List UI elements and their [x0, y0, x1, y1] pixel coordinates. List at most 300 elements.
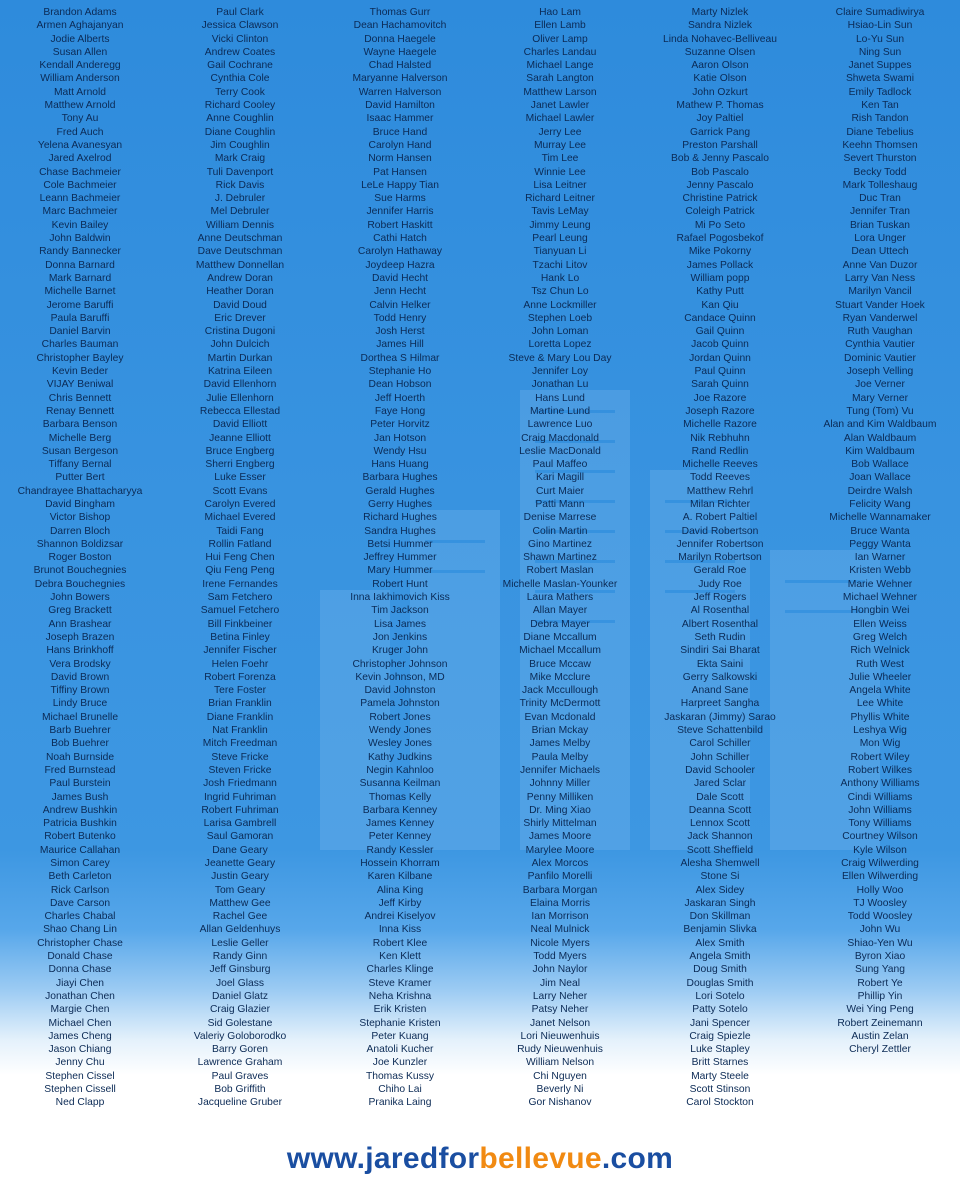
- supporter-name: Denise Marrese: [523, 512, 597, 524]
- supporter-name: Duc Tran: [859, 193, 901, 205]
- supporter-name: Ingrid Fuhriman: [203, 791, 277, 803]
- supporter-name: Lawrence Graham: [197, 1057, 283, 1069]
- supporter-name: Gerald Hughes: [365, 485, 435, 497]
- supporter-name: Diane Franklin: [206, 711, 274, 723]
- supporter-name: Tim Lee: [541, 153, 579, 165]
- supporter-name: Diane Coughlin: [204, 126, 276, 138]
- supporter-name: Brunot Bouchegnies: [33, 565, 127, 577]
- supporter-name: Barb Buehrer: [49, 725, 111, 737]
- supporter-name: Greg Brackett: [48, 605, 112, 617]
- supporter-name: Tung (Tom) Vu: [846, 405, 914, 417]
- supporter-name: Gerry Salkowski: [682, 671, 758, 683]
- supporter-name: Marilyn Robertson: [678, 552, 762, 564]
- supporter-name: John Ozkurt: [692, 86, 748, 98]
- supporter-name: Robert Ye: [857, 977, 903, 989]
- supporter-name: Byron Xiao: [854, 951, 906, 963]
- supporter-name: John Schiller: [690, 751, 750, 763]
- supporter-name: Michael Brunelle: [41, 711, 119, 723]
- supporter-name: Lora Unger: [854, 233, 906, 245]
- supporter-name: Judy Roe: [698, 578, 742, 590]
- supporter-name: Calvin Helker: [369, 299, 431, 311]
- supporter-name: Bruce Wanta: [850, 525, 910, 537]
- supporter-name: Josh Friedmann: [203, 778, 277, 790]
- supporter-name: Jack Mccullough: [521, 685, 599, 697]
- supporter-name: Steve Schattenbild: [677, 725, 763, 737]
- supporter-name: Jon Jenkins: [372, 631, 428, 643]
- supporter-column-4: [480, 6, 640, 1110]
- supporter-name: William Anderson: [40, 73, 120, 85]
- supporter-name: David Schooler: [685, 764, 755, 776]
- supporter-name: Ryan Vanderwel: [842, 312, 918, 324]
- supporter-name: Lori Sotelo: [695, 990, 745, 1002]
- supporter-name: Beverly Ni: [536, 1084, 584, 1096]
- supporter-name: Dean Uttech: [851, 246, 909, 258]
- supporter-name: Daniel Barvin: [49, 326, 111, 338]
- supporter-name: Matthew Rehrl: [686, 485, 754, 497]
- supporter-name: Neal Mulnick: [530, 924, 590, 936]
- supporter-name: Charles Chabal: [44, 911, 116, 923]
- supporter-name: Douglas Smith: [686, 977, 754, 989]
- supporter-name: Bob Buehrer: [51, 738, 109, 750]
- supporter-name: Dean Hachamovitch: [353, 20, 447, 32]
- supporter-name: Erik Kristen: [373, 1004, 427, 1016]
- supporter-name: Garrick Pang: [689, 126, 751, 138]
- supporter-name: Nat Franklin: [212, 725, 268, 737]
- supporter-name: Steve & Mary Lou Day: [508, 352, 612, 364]
- supporter-name: Maurice Callahan: [39, 844, 121, 856]
- supporter-name: Joe Razore: [693, 392, 747, 404]
- supporter-name: Scott Stinson: [689, 1084, 751, 1096]
- supporter-name: John Williams: [848, 804, 912, 816]
- supporter-name: Shannon Boldizsar: [36, 538, 124, 550]
- supporter-name: Christine Patrick: [682, 193, 758, 205]
- supporter-name: John Loman: [531, 326, 589, 338]
- supporter-name: Lindy Bruce: [52, 698, 108, 710]
- supporter-name: Candace Quinn: [684, 312, 756, 324]
- supporter-column-2: [160, 6, 320, 1110]
- supporter-name: Rollin Fatland: [208, 538, 272, 550]
- supporter-name: Anne Lockmiller: [523, 299, 597, 311]
- supporter-name: Rich Welnick: [850, 645, 910, 657]
- supporter-name: Janet Nelson: [529, 1017, 591, 1029]
- supporter-name: Seth Rudin: [694, 631, 746, 643]
- supporter-name: David Doud: [213, 299, 267, 311]
- supporter-name: Simon Carey: [50, 858, 110, 869]
- supporter-name: Peter Kuang: [371, 1030, 429, 1042]
- supporter-name: Randy Kessler: [366, 844, 434, 856]
- supporter-name: Michelle Barnet: [44, 286, 116, 298]
- supporter-name: Michelle Maslan-Younker: [502, 578, 618, 590]
- supporter-name: Richard Hughes: [363, 512, 437, 524]
- supporter-column-1: [0, 6, 160, 1110]
- supporter-name: Jaskaran Singh: [684, 897, 756, 909]
- supporter-name: Paula Baruffi: [50, 312, 110, 324]
- supporter-name: Alex Morcos: [531, 858, 589, 869]
- supporter-name: Winnie Lee: [534, 166, 586, 178]
- supporter-name: Pat Hansen: [373, 166, 427, 178]
- supporter-name: Phillip Yin: [857, 990, 903, 1002]
- supporter-name: John Dulcich: [210, 339, 270, 351]
- campaign-website-url[interactable]: [0, 1134, 960, 1184]
- supporter-name: James Moore: [528, 831, 592, 843]
- supporter-name: Cynthia Cole: [210, 73, 270, 85]
- supporter-name: Rudy Nieuwenhuis: [517, 1044, 603, 1056]
- supporter-name: Ruth Vaughan: [847, 326, 913, 338]
- supporter-name: Bob Griffith: [214, 1084, 266, 1096]
- supporter-name: James Kenney: [365, 818, 435, 830]
- supporter-name: Doug Smith: [693, 964, 747, 976]
- supporter-name: Trinity McDermott: [519, 698, 601, 710]
- supporter-name: Jeanette Geary: [204, 858, 276, 869]
- supporter-name: Sarah Langton: [526, 73, 594, 85]
- supporter-name: Kevin Johnson, MD: [355, 671, 445, 683]
- supporter-name: Karen Kilbane: [367, 871, 433, 883]
- supporter-name: Gerry Hughes: [367, 498, 433, 510]
- supporter-name: Wendy Hsu: [373, 445, 427, 457]
- supporter-name: Sam Fetchero: [207, 592, 273, 604]
- supporter-name: Jordan Quinn: [689, 352, 751, 364]
- supporter-name: Carol Schiller: [689, 738, 751, 750]
- url-highlight: bellevue: [479, 1142, 602, 1175]
- supporter-name: Matthew Larson: [523, 86, 597, 98]
- supporter-name: Dominic Vautier: [844, 352, 916, 364]
- supporter-name: James Hill: [376, 339, 424, 351]
- supporter-name: Kari Magill: [535, 472, 585, 484]
- supporter-name: Tere Foster: [213, 685, 267, 697]
- supporter-name: TJ Woosley: [853, 897, 907, 909]
- supporter-name: Randy Ginn: [212, 951, 268, 963]
- supporter-column-3: [320, 6, 480, 1110]
- supporter-name: Stuart Vander Hoek: [835, 299, 925, 311]
- supporter-name: Matt Arnold: [53, 86, 107, 98]
- supporter-name: Sue Harms: [374, 193, 426, 205]
- supporter-name: Leshya Wig: [853, 725, 907, 737]
- supporter-name: Kevin Beder: [51, 366, 109, 378]
- supporter-name: Wei Ying Peng: [846, 1004, 914, 1016]
- supporter-name: Holly Woo: [856, 884, 904, 896]
- supporter-name: Robert Wiley: [850, 751, 910, 763]
- supporter-name: Vera Brodsky: [49, 658, 111, 670]
- supporter-name: Chase Bachmeier: [39, 166, 121, 178]
- supporter-name: Robert Haskitt: [367, 219, 433, 231]
- supporter-name: Larry Neher: [532, 990, 588, 1002]
- supporter-name: Armen Aghajanyan: [36, 20, 124, 32]
- supporter-name: Marc Bachmeier: [42, 206, 118, 218]
- supporter-name: Donna Barnard: [45, 259, 115, 271]
- supporter-name: Colin Martin: [532, 525, 588, 537]
- supporter-name: Scott Evans: [212, 485, 268, 497]
- supporter-name: Joel Glass: [215, 977, 265, 989]
- supporter-name: Gail Cochrane: [207, 60, 273, 72]
- supporter-name: Craig Glazier: [209, 1004, 271, 1016]
- supporter-name: Peter Horvitz: [370, 419, 430, 431]
- supporter-name: Pamela Johnston: [360, 698, 440, 710]
- supporter-name: Murray Lee: [533, 139, 587, 151]
- supporter-name: Claire Sumadiwirya: [835, 7, 925, 18]
- supporter-name: Mary Hummer: [367, 565, 433, 577]
- supporter-name: Darren Bloch: [49, 525, 111, 537]
- supporter-name: Helen Foehr: [211, 658, 269, 670]
- supporter-name: Lo-Yu Sun: [855, 33, 905, 45]
- supporter-name: Barbara Hughes: [362, 472, 438, 484]
- supporter-name: Jennifer Michaels: [519, 764, 601, 776]
- supporter-name: Donald Chase: [47, 951, 113, 963]
- supporter-name: Mel Debruler: [210, 206, 270, 218]
- supporter-name: Dr. Ming Xiao: [529, 804, 591, 816]
- supporter-name: Rebecca Ellestad: [199, 405, 281, 417]
- supporter-name: Christopher Chase: [37, 937, 123, 949]
- supporter-name: Hans Lund: [535, 392, 585, 404]
- supporter-name: Faye Hong: [374, 405, 426, 417]
- supporter-name: Randy Bannecker: [39, 246, 121, 258]
- supporter-name: Anne Van Duzor: [842, 259, 918, 271]
- supporter-name: Linda Nohavec-Belliveau: [663, 33, 777, 45]
- supporter-name: Aaron Olson: [691, 60, 749, 72]
- supporter-name: Kathy Judkins: [367, 751, 433, 763]
- supporter-name: Steven Fricke: [208, 764, 272, 776]
- supporter-name: Robert Fuhriman: [201, 804, 279, 816]
- supporter-name: Negin Kahnloo: [366, 764, 434, 776]
- supporter-name: Susan Allen: [52, 46, 108, 58]
- supporter-name: James Pollack: [686, 259, 754, 271]
- supporter-name: Robert Butenko: [44, 831, 116, 843]
- supporter-name: Hossein Khorram: [360, 858, 440, 869]
- supporter-name: Lennox Scott: [689, 818, 751, 830]
- supporter-name: Irene Fernandes: [202, 578, 278, 590]
- supporter-name: Bruce Mccaw: [529, 658, 591, 670]
- supporter-name: Jeff Ginsburg: [209, 964, 271, 976]
- supporter-name: Bob Pascalo: [691, 166, 749, 178]
- supporter-name: Jennifer Tran: [849, 206, 911, 218]
- supporter-name: Joe Verner: [855, 379, 905, 391]
- supporter-name: Katrina Eileen: [207, 366, 273, 378]
- supporter-name: Thomas Kussy: [365, 1070, 435, 1082]
- supporter-name: Shawn Martinez: [523, 552, 597, 564]
- supporter-name: John Baldwin: [49, 233, 111, 245]
- supporter-name: Al Rosenthal: [690, 605, 750, 617]
- supporter-name: Chiho Lai: [378, 1084, 422, 1096]
- supporter-name: Christopher Johnson: [352, 658, 448, 670]
- supporter-name: Jacob Quinn: [691, 339, 749, 351]
- supporter-name: Susanna Keilman: [359, 778, 441, 790]
- supporter-name: Jennifer Fischer: [203, 645, 277, 657]
- supporter-name: Josh Herst: [375, 326, 425, 338]
- supporter-name: Ann Brashear: [48, 618, 112, 630]
- supporter-name: Jerry Lee: [538, 126, 582, 138]
- supporter-name: Betina Finley: [210, 631, 270, 643]
- supporter-name: Emily Tadlock: [848, 86, 912, 98]
- supporter-name: Jeffrey Hummer: [363, 552, 437, 564]
- supporter-name: Luke Esser: [214, 472, 266, 484]
- supporter-name: Margie Chen: [50, 1004, 110, 1016]
- supporter-name: Rick Carlson: [50, 884, 110, 896]
- supporter-name: Jennifer Harris: [366, 206, 434, 218]
- supporter-name: Tianyuan Li: [533, 246, 587, 258]
- supporter-name: Alan and Kim Waldbaum: [823, 419, 937, 431]
- supporter-name: Martine Lund: [529, 405, 591, 417]
- supporter-name: Tsz Chun Lo: [531, 286, 589, 298]
- supporter-name: William Nelson: [525, 1057, 595, 1069]
- supporter-name: Anne Coughlin: [206, 113, 274, 125]
- supporter-name: Michelle Razore: [683, 419, 757, 431]
- supporter-name: Milan Richter: [689, 498, 751, 510]
- supporter-name: Todd Henry: [373, 312, 427, 324]
- supporter-name: Dane Geary: [212, 844, 268, 856]
- supporter-name: Robert Jones: [369, 711, 431, 723]
- supporter-name: Stephen Cissel: [45, 1070, 115, 1082]
- supporter-name: Angela Smith: [689, 951, 751, 963]
- supporter-name: Samuel Fetchero: [200, 605, 280, 617]
- supporter-name: Susan Bergeson: [41, 445, 119, 457]
- supporter-name: Daniel Glatz: [211, 990, 269, 1002]
- supporter-name: Victor Bishop: [49, 512, 111, 524]
- supporter-name: Jenn Hecht: [373, 286, 427, 298]
- supporter-name: Jason Chiang: [48, 1044, 112, 1056]
- supporter-name: Stephanie Ho: [368, 366, 432, 378]
- supporter-name: Gerald Roe: [693, 565, 747, 577]
- supporter-name: Sarah Quinn: [691, 379, 749, 391]
- supporter-name: Michael Wehner: [842, 592, 918, 604]
- supporter-name: Anthony Williams: [840, 778, 920, 790]
- supporter-name: David Brown: [50, 671, 110, 683]
- supporter-name: Loretta Lopez: [528, 339, 592, 351]
- supporter-name: Chi Nguyen: [533, 1070, 587, 1082]
- supporter-name: Jiayi Chen: [55, 977, 105, 989]
- supporter-name: Jacqueline Gruber: [197, 1097, 283, 1109]
- supporter-name: Fred Auch: [56, 126, 104, 138]
- supporter-name: Don Skillman: [689, 911, 751, 923]
- supporter-name: Joseph Velling: [846, 366, 914, 378]
- supporter-name: Harpreet Sangha: [680, 698, 760, 710]
- supporter-name: Joan Wallace: [849, 472, 911, 484]
- supporter-name: Cindi Williams: [847, 791, 913, 803]
- supporter-name: Anand Sane: [691, 685, 749, 697]
- supporter-name: Bruce Hand: [372, 126, 428, 138]
- supporter-name: Jeff Rogers: [693, 592, 747, 604]
- supporter-name: Roger Boston: [48, 552, 112, 564]
- supporter-name: Michael Evered: [204, 512, 276, 524]
- supporter-name: Paul Quinn: [694, 366, 746, 378]
- supporter-name: Becky Todd: [853, 166, 907, 178]
- supporter-name: Tim Jackson: [371, 605, 429, 617]
- supporter-name: Oliver Lamp: [532, 33, 588, 45]
- supporter-name: James Cheng: [48, 1030, 112, 1042]
- url-prefix: www.jaredfor: [286, 1142, 480, 1175]
- supporter-name: Richard Cooley: [204, 100, 276, 112]
- supporter-name: Heather Doran: [206, 286, 274, 298]
- supporter-name: Jonathan Chen: [45, 990, 115, 1002]
- supporter-name: Kan Qiu: [701, 299, 739, 311]
- supporter-name: Kristen Webb: [849, 565, 911, 577]
- supporter-name: Eric Drever: [214, 312, 266, 324]
- supporter-name: Allan Geldenhuys: [199, 924, 281, 936]
- supporter-name: Jim Neal: [539, 977, 581, 989]
- supporter-name: Sherri Engberg: [205, 459, 275, 471]
- supporter-name: Gor Nishanov: [528, 1097, 592, 1109]
- supporter-name: Putter Bert: [55, 472, 105, 484]
- supporter-name: Robert Forenza: [204, 671, 276, 683]
- supporter-name: Carolyn Hathaway: [357, 246, 443, 258]
- supporter-name: Luke Stapley: [690, 1044, 750, 1056]
- supporter-name: Vicki Clinton: [211, 33, 269, 45]
- supporter-name: Brian Franklin: [208, 698, 272, 710]
- supporter-name: Isaac Hammer: [366, 113, 434, 125]
- supporter-name: Shweta Swami: [845, 73, 915, 85]
- supporter-name: Andrew Coates: [204, 46, 276, 58]
- supporter-name: Barbara Benson: [42, 419, 118, 431]
- supporter-name: Shao Chang Lin: [43, 924, 117, 936]
- supporter-name: Hui Feng Chen: [205, 552, 275, 564]
- supporter-name: Diane Mccallum: [523, 631, 597, 643]
- supporter-name: Ken Tan: [861, 100, 899, 112]
- supporter-name: Jessica Clawson: [201, 20, 279, 32]
- supporter-name: Paula Melby: [531, 751, 589, 763]
- supporter-name: Ian Morrison: [531, 911, 589, 923]
- supporter-name: Paul Graves: [211, 1070, 269, 1082]
- supporter-name: Betsi Hummer: [367, 538, 433, 550]
- supporter-name: Greg Welch: [852, 631, 908, 643]
- supporter-name: Tony Au: [61, 113, 99, 125]
- supporter-name: Peggy Wanta: [849, 538, 911, 550]
- supporter-name: Craig Macdonald: [521, 432, 599, 444]
- supporter-name: David Hecht: [371, 272, 429, 284]
- supporter-name: Marie Wehner: [847, 578, 913, 590]
- supporter-name: Tiffiny Brown: [50, 685, 110, 697]
- supporter-name: Mi Po Seto: [694, 219, 746, 231]
- supporter-name: Jeff Hoerth: [374, 392, 426, 404]
- supporter-name: Phyllis White: [850, 711, 910, 723]
- supporter-name: Michael Lawler: [525, 113, 595, 125]
- supporter-name: Kim Waldbaum: [845, 445, 915, 457]
- supporter-name: Michael Lange: [526, 60, 594, 72]
- supporter-name: Michelle Berg: [48, 432, 112, 444]
- supporter-name: Pearl Leung: [532, 233, 588, 245]
- supporter-name: Jonathan Lu: [531, 379, 589, 391]
- supporter-name: Robert Klee: [372, 937, 428, 949]
- supporter-name: Larisa Gambrell: [203, 818, 277, 830]
- supporter-name: Fred Burnstead: [44, 764, 116, 776]
- supporter-name: Curt Maier: [535, 485, 585, 497]
- supporter-name: Christopher Bayley: [36, 352, 124, 364]
- supporter-name: Elaina Morris: [529, 897, 591, 909]
- supporter-name: John Naylor: [532, 964, 588, 976]
- supporter-name: Kyle Wilson: [853, 844, 907, 856]
- supporter-name: Carol Stockton: [686, 1097, 754, 1109]
- supporter-name: David Robertson: [681, 525, 759, 537]
- supporter-name: Shirly Mittelman: [523, 818, 597, 830]
- supporter-name: J. Debruler: [214, 193, 266, 205]
- supporter-name: Warren Halverson: [358, 86, 442, 98]
- supporter-name: Felicity Wang: [849, 498, 911, 510]
- supporter-name: Lori Nieuwenhuis: [520, 1030, 600, 1042]
- supporter-name: John Wu: [859, 924, 901, 936]
- supporter-name: A. Robert Paltiel: [682, 512, 758, 524]
- supporter-name: Ellen Wilwerding: [841, 871, 919, 883]
- supporter-name: Inna Iakhimovich Kiss: [350, 592, 450, 604]
- supporter-name: Alesha Shemwell: [680, 858, 760, 869]
- supporter-name: Saul Gamoran: [206, 831, 274, 843]
- supporter-name: Chad Halsted: [368, 60, 432, 72]
- supporter-name: Bill Finkbeiner: [207, 618, 273, 630]
- supporter-name: Jeff Kirby: [378, 897, 422, 909]
- supporter-name: Ekta Saini: [696, 658, 744, 670]
- supporter-name: Evan Mcdonald: [524, 711, 596, 723]
- supporter-name: Steve Kramer: [368, 977, 432, 989]
- supporter-name: Nik Rebhuhn: [690, 432, 750, 444]
- supporter-name: Cheryl Zettler: [849, 1044, 911, 1056]
- supporter-name: Pranika Laing: [368, 1097, 432, 1109]
- supporter-name: Marty Nizlek: [691, 7, 749, 18]
